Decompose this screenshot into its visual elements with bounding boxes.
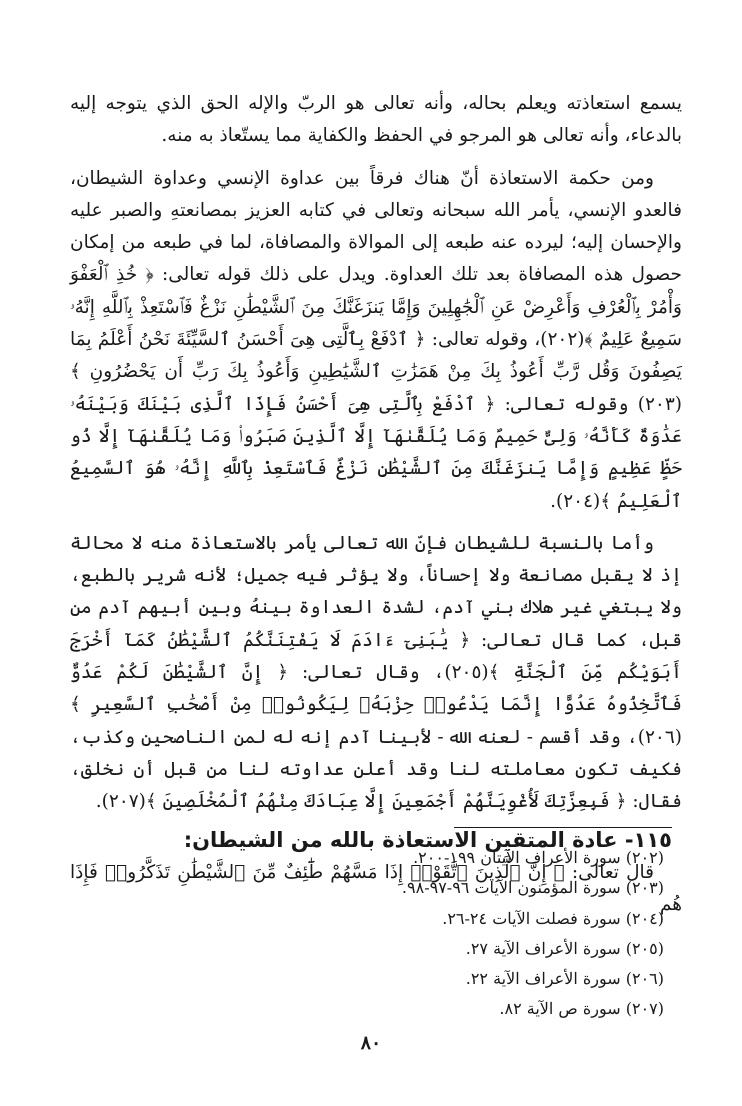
footnote: (٢٠٥) سورة الأعراف الآية ٢٧. xyxy=(465,938,664,958)
footnote: (٢٠٤) سورة فصلت الآيات ٢٤-٢٦. xyxy=(442,908,664,928)
paragraph-gap xyxy=(70,518,682,528)
footnote: (٢٠٣) سورة المؤمنون الآيات ٩٦-٩٧-٩٨. xyxy=(401,878,664,898)
body-paragraph: يسمع استعاذته ويعلم بحاله، وأنه تعالى هو الربّ والإله الحق الذي يتوجه إليه بالدعاء، وأنه تعالى هو المرجو في الحفظ والكفاية مما يستّعاذ به منه. xyxy=(70,93,682,147)
section-heading: ١١٥- عادة المتقين الاستعاذة بالله من الشيطان: xyxy=(183,827,672,852)
footnote: (٢٠٧) سورة ص الآية ٨٢. xyxy=(499,999,664,1019)
footnotes xyxy=(104,843,664,1025)
paragraph-gap xyxy=(70,153,682,163)
body-paragraph: ومن حكمة الاستعاذة أنّ هناك فرقاً بين عداوة الإنسي وعداوة الشيطان، فالعدو الإنسي، يأمر الله سبحانه وتعالى في كتابه العزيز بمصانعتهِ والصبر عليه والإحسان إليه؛ ليرده عنه طبعه إلى الموالاة والمصافاة، لما في طبعه من إمكان حصول هذه المصافاة بعد تلك العداوة. ويدل على ذلك قوله تعالى: ﴿ خُذِ ٱلْعَفْوَ وَأْمُرْ بِٱلْعُرْفِ وَأَعْرِضْ عَنِ ٱلْجَٰهِلِينَ وَإِمَّا يَنزَغَنَّكَ مِنَ ٱلشَّيْطَٰنِ نَزْغٌ فَٱسْتَعِذْ بِٱللَّهِ إِنَّهُۥ سَمِيعٌ عَلِيمٌ ﴾(٢٠٢)، وقوله تعالى: ﴿ ٱدْفَعْ بِٱلَّتِى هِىَ أَحْسَنُ ٱلسَّيِّئَةَ نَحْنُ أَعْلَمُ بِمَا يَصِفُونَ وَقُل رَّبِّ أَعُوذُ بِكَ مِنْ هَمَزَٰتِ ٱلشَّيَٰطِينِ وَأَعُوذُ بِكَ رَبِّ أَن يَحْضُرُونِ ﴾(٢٠٣) وقوله تعالى: ﴿ ٱدْفَعْ بِٱلَّتِى هِىَ أَحْسَنُ فَإِذَا ٱلَّذِى بَيْنَكَ وَبَيْنَهُۥ عَدَٰوَةٌ كَأَنَّهُۥ وَلِىٌّ حَمِيمٌ وَمَا يُلَقَّىٰهَآ إِلَّا ٱلَّذِينَ صَبَرُوا۟ وَمَا يُلَقَّىٰهَآ إِلَّا ذُو حَظٍّ عَظِيمٍ وَإِمَّا يَنزَغَنَّكَ مِنَ ٱلشَّيْطَٰنِ نَزْغٌ فَٱسْتَعِذْ بِٱللَّهِ إِنَّهُۥ هُوَ ٱلسَّمِيعُ ٱلْعَلِيمُ ﴾(٢٠٤). xyxy=(70,167,683,512)
page-body xyxy=(70,88,682,921)
footnote-divider xyxy=(454,827,672,828)
body-paragraph: قال تعالى: ﴿ إِنَّ ٱلَّذِينَ ٱتَّقَوْا۟ إِذَا مَسَّهُمْ طَٰٓئِفٌ مِّنَ ٱلشَّيْطَٰنِ تَذَكَّرُوا۟ فَإِذَا هُم xyxy=(70,861,682,915)
footnote: (٢٠٦) سورة الأعراف الآية ٢٢. xyxy=(465,969,664,989)
page-number: ٨٠ xyxy=(360,1032,382,1054)
footnote: (٢٠٢) سورة الأعراف الآيتان ١٩٩-٢٠٠. xyxy=(413,848,664,867)
body-paragraph: وأما بالنسبة للشيطان فإنّ الله تعالى يأمر بالاستعاذة منه لا محالة إذ لا يقبل مصانعة ولا إحساناً، ولا يؤثر فيه جميل؛ لأنه شرير بالطبع، ولا يبتغي غير هلاك بني آدم، لشدة العداوة بينهُ وبين أبيهم آدم من قبل، كما قال تعالى: ﴿ يَٰبَنِىٓ ءَادَمَ لَا يَفْتِنَنَّكُمُ ٱلشَّيْطَٰنُ كَمَآ أَخْرَجَ أَبَوَيْكُم مِّنَ ٱلْجَنَّةِ ﴾(٢٠٥)، وقال تعالى: ﴿ إِنَّ ٱلشَّيْطَٰنَ لَكُمْ عَدُوٌّ فَٱتَّخِذُوهُ عَدُوًّا إِنَّمَا يَدْعُوا۟ حِزْبَهُۥ لِيَكُونُوا۟ مِنْ أَصْحَٰبِ ٱلسَّعِيرِ ﴾(٢٠٦)، وقد أقسم - لعنه الله - لأبينا آدم إنه له لمن الناصحين وكذب، فكيف تكون معاملته لنا وقد أعلن عداوته لنا من قبل أن نخلق، فقال: ﴿ فَبِعِزَّتِكَ لَأُغْوِيَنَّهُمْ أَجْمَعِينَ إِلَّا عِبَادَكَ مِنْهُمُ ٱلْمُخْلَصِينَ ﴾(٢٠٧). xyxy=(70,532,682,813)
